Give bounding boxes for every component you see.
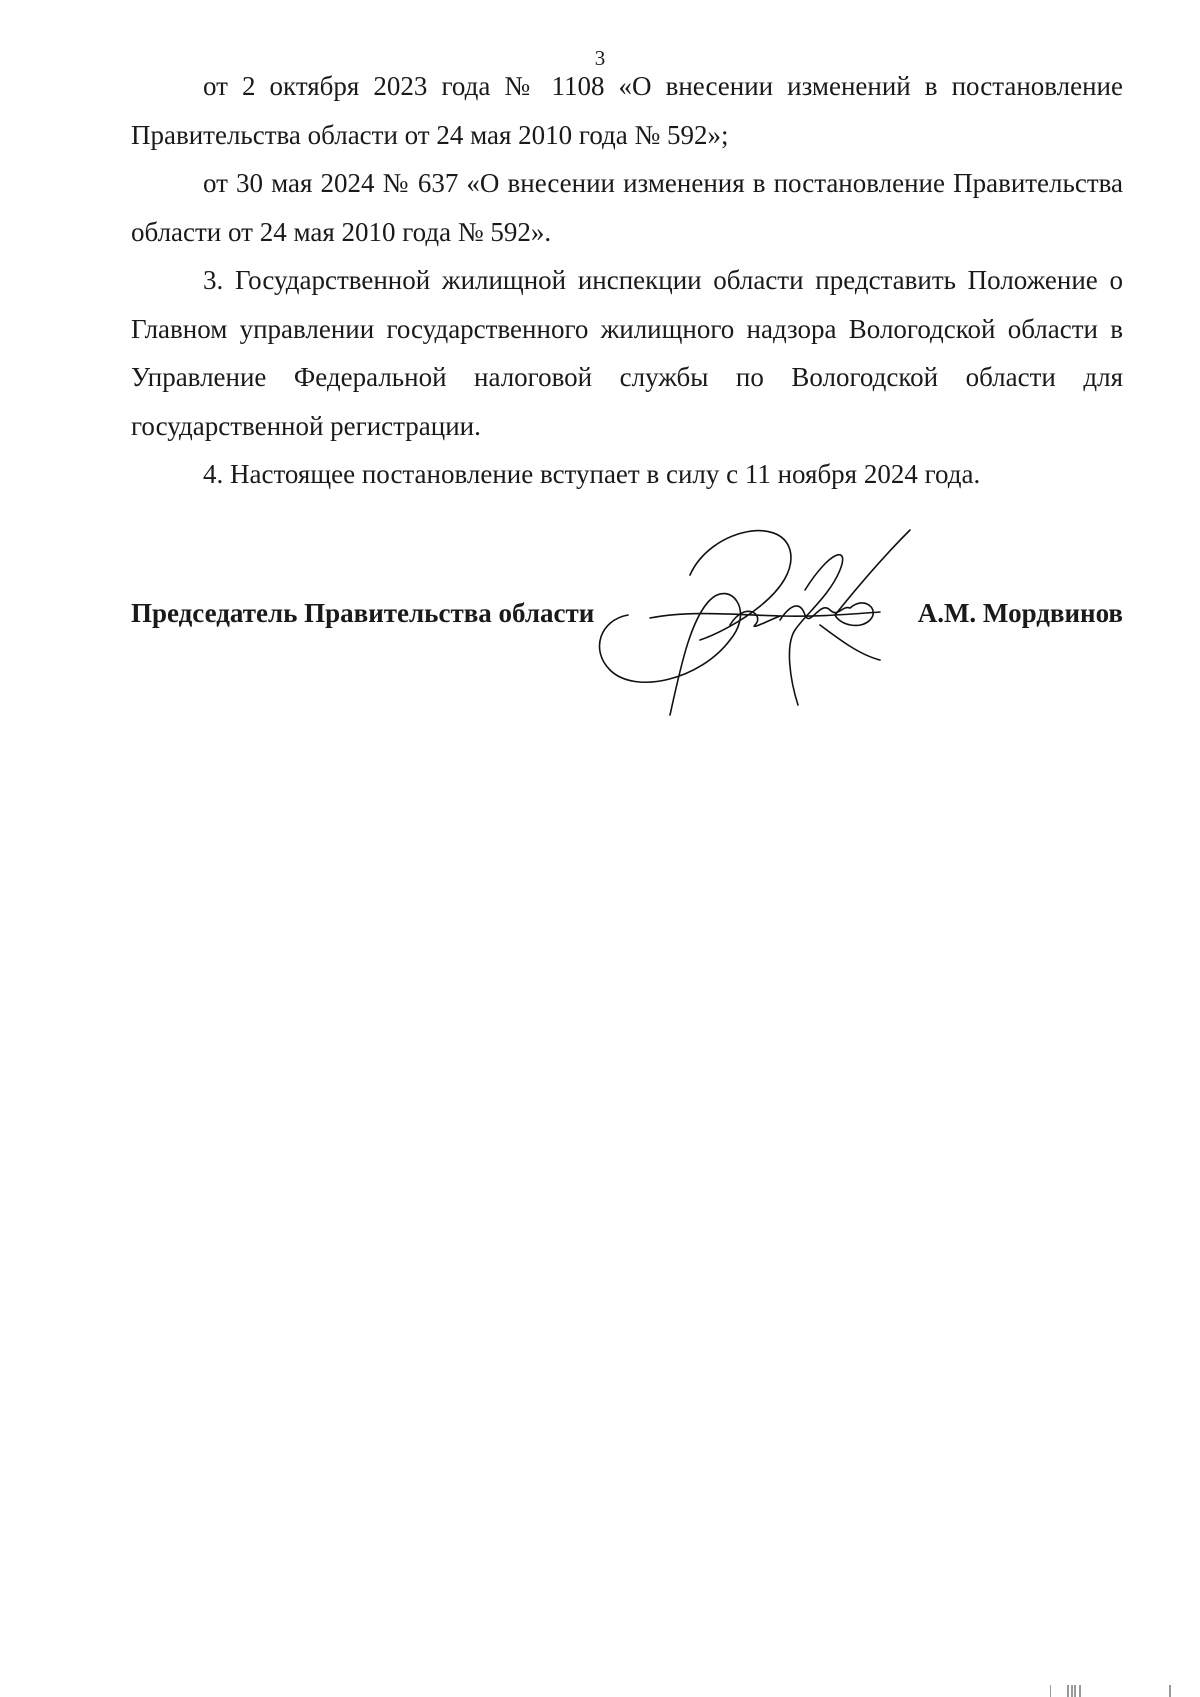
handwritten-signature: [580, 520, 940, 730]
scan-marks: [1050, 1685, 1180, 1697]
signer-name: А.М. Мордвинов: [917, 598, 1123, 628]
paragraph-item-3: 3. Государственной жилищной инспекции области представить Положение о Главном управлении государственного жилищного надзора Вологодской области в Управление Федеральной налоговой службы по Вологодской области для государственной регистрации.: [131, 265, 1123, 441]
paragraph-amendment-2023: от 2 октября 2023 года № 1108 «О внесении изменений в постановление Правительства области от 24 мая 2010 года № 592»;: [131, 71, 1123, 150]
document-body: [131, 62, 1123, 499]
signer-title: Председатель Правительства области: [131, 598, 595, 628]
paragraph-item-4: 4. Настоящее постановление вступает в силу с 11 ноября 2024 года.: [203, 459, 981, 489]
page-number: 3: [594, 46, 606, 70]
paragraph-amendment-2024: от 30 мая 2024 № 637 «О внесении изменения в постановление Правительства области от 24 мая 2010 года № 592».: [131, 168, 1123, 247]
